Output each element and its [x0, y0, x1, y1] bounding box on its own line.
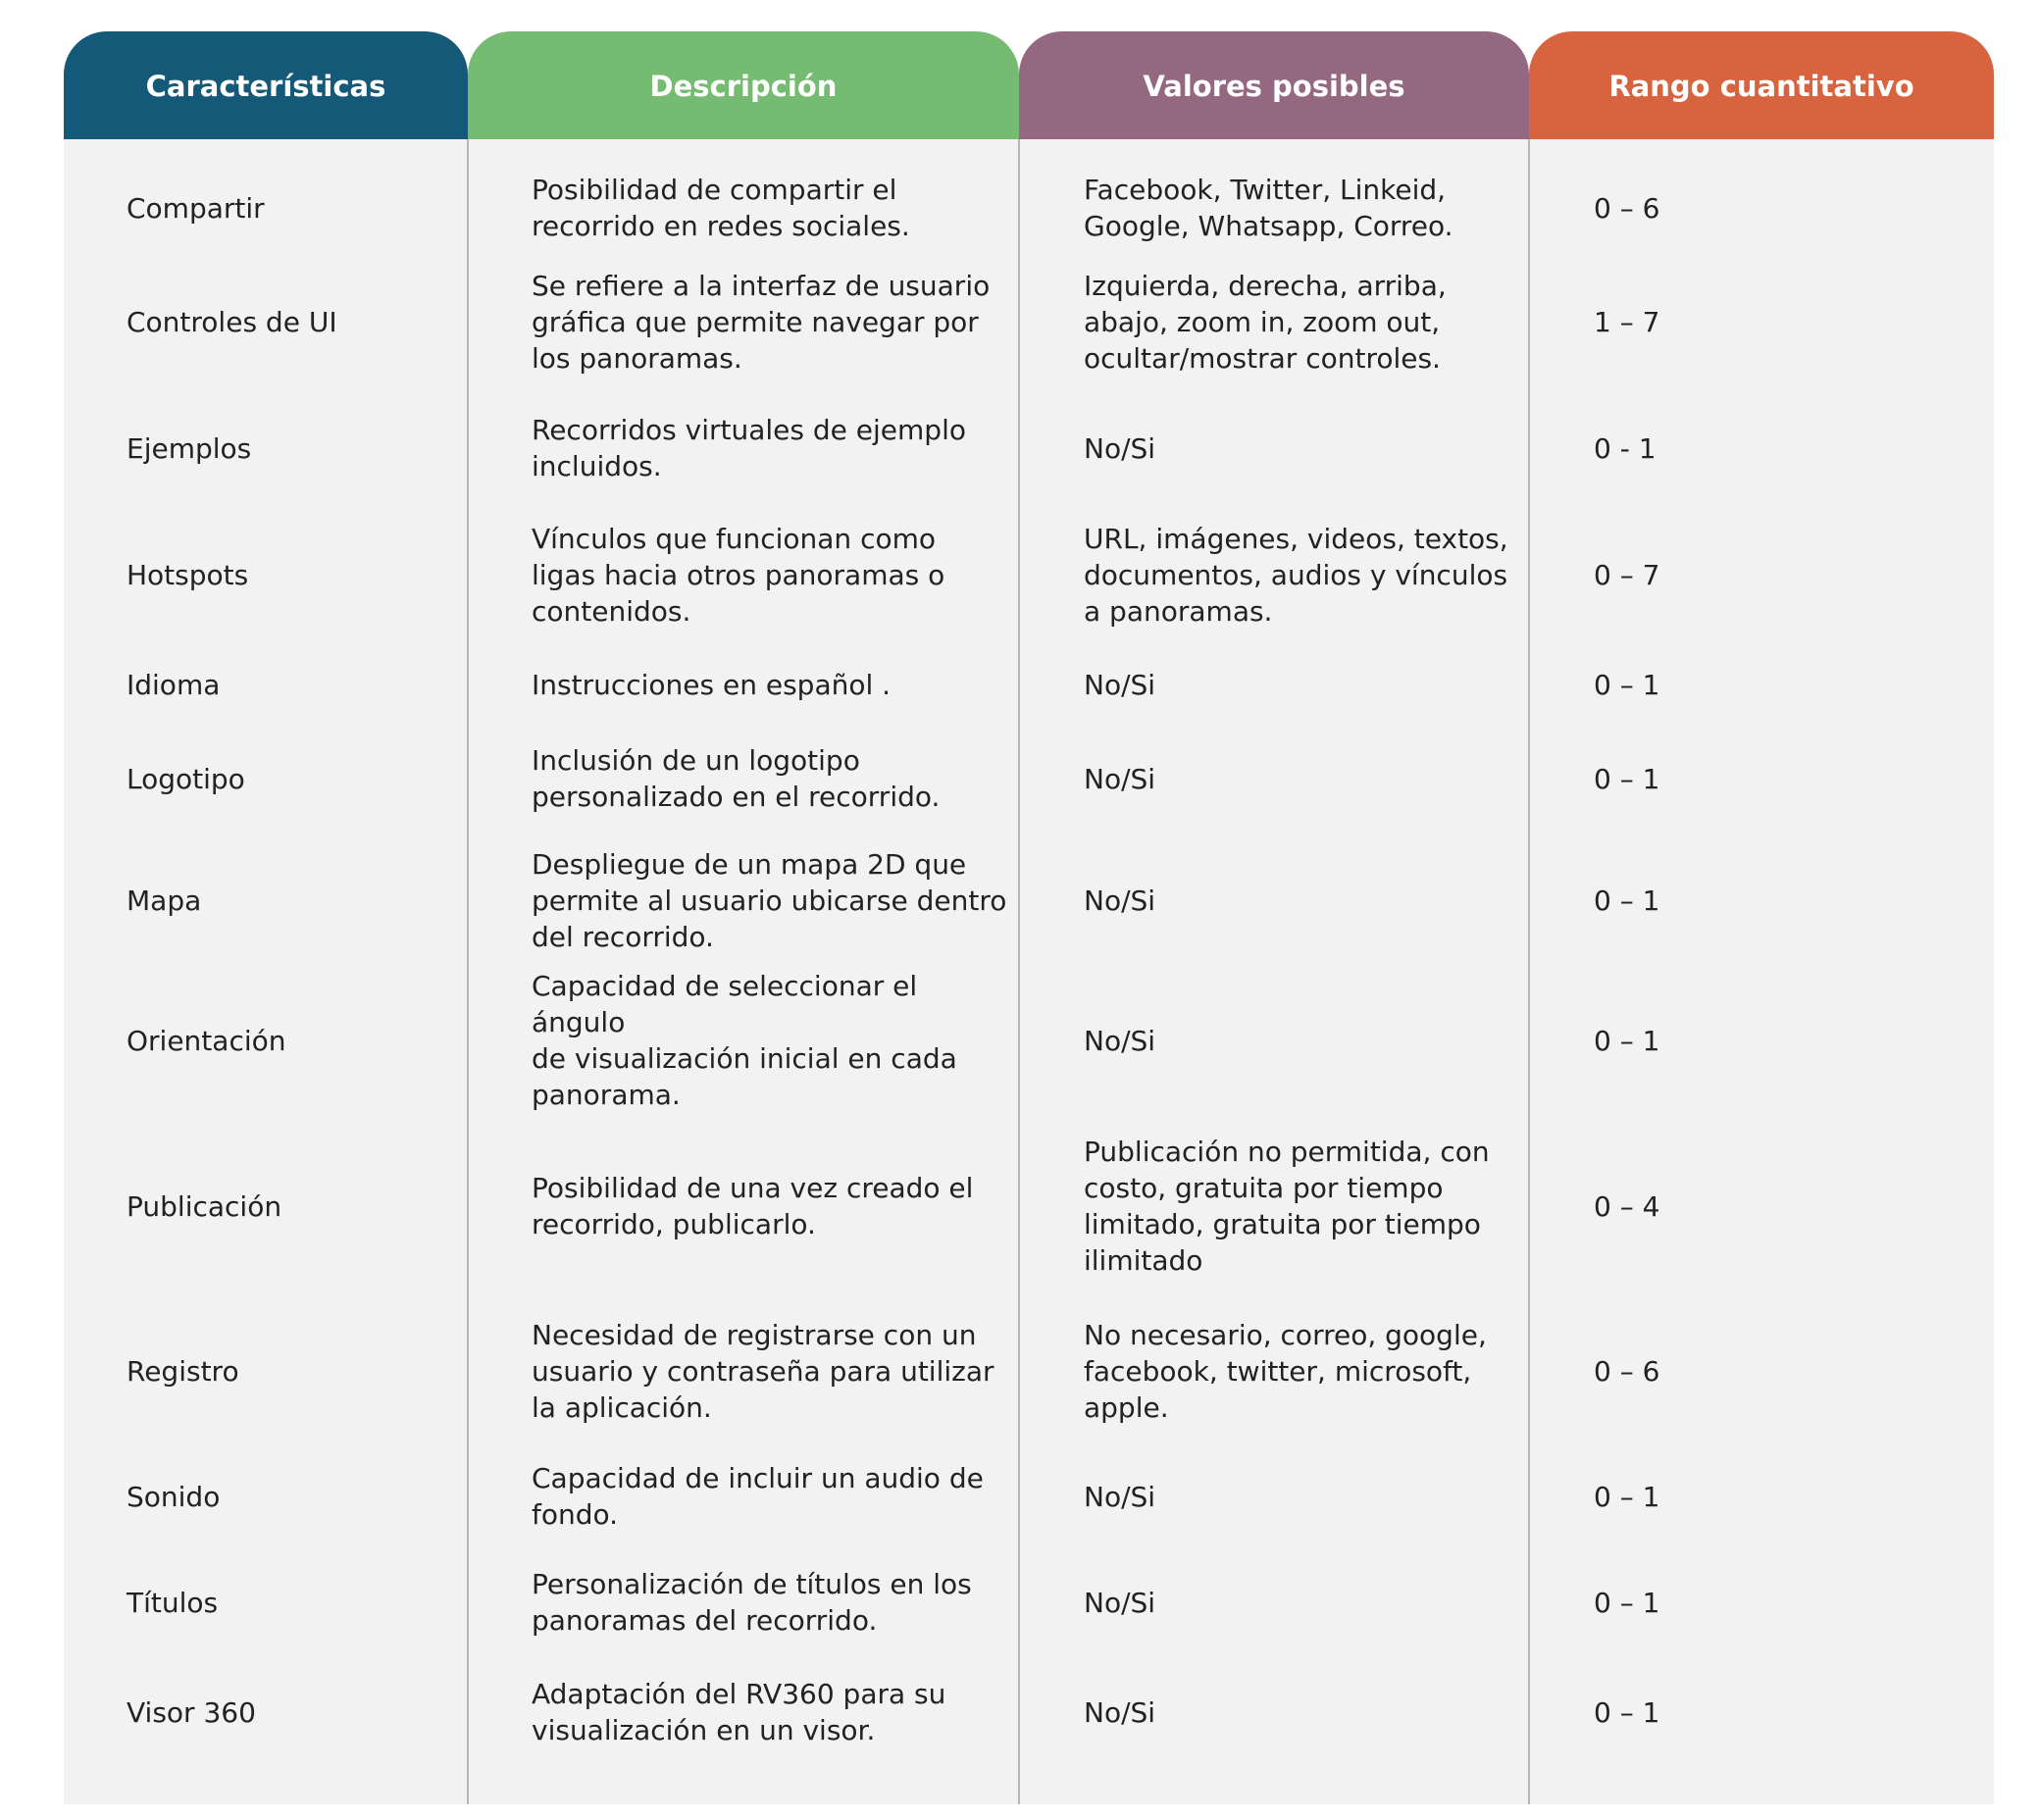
cell-descripcion: Instrucciones en español .	[532, 668, 892, 701]
cell-descripcion: Recorridos virtuales de ejemplo incluidos.	[532, 414, 966, 482]
cell-rango: 0 – 1	[1594, 1695, 1660, 1729]
table-row	[64, 728, 1994, 830]
table-row	[64, 257, 1994, 386]
cell-descripcion: Capacidad de incluir un audio de fondo.	[532, 1462, 984, 1531]
table-row	[64, 1112, 1994, 1300]
cell-descripcion: Necesidad de registrarse con un usuario y contraseña para utilizar la aplicación.	[532, 1318, 994, 1424]
cell-rango: 0 – 7	[1594, 558, 1660, 591]
table-row	[64, 1657, 1994, 1767]
cell-descripcion: Posibilidad de compartir el recorrido en redes sociales.	[532, 174, 910, 242]
table-row	[64, 1551, 1994, 1653]
cell-descripcion: Posibilidad de una vez creado el recorrido, publicarlo.	[532, 1172, 974, 1240]
table-row	[64, 641, 1994, 728]
table-row	[64, 971, 1994, 1110]
table-row	[64, 161, 1994, 255]
features-table	[64, 31, 1994, 1804]
cell-rango: 0 – 1	[1594, 1024, 1660, 1057]
cell-descripcion: Adaptación del RV360 para su visualización en un visor.	[532, 1678, 946, 1746]
cell-descripcion: Personalización de títulos en los panoramas del recorrido.	[532, 1568, 972, 1637]
cell-descripcion: Inclusión de un logotipo personalizado en el recorrido.	[532, 744, 941, 813]
cell-rango: 0 – 1	[1594, 1480, 1660, 1513]
cell-caracteristica: Publicación	[127, 1189, 282, 1223]
cell-valores: No necesario, correo, google, facebook, twitter, microsoft, apple.	[1084, 1318, 1487, 1424]
cell-caracteristica: Sonido	[127, 1480, 221, 1513]
cell-caracteristica: Mapa	[127, 884, 202, 917]
cell-valores: No/Si	[1084, 762, 1156, 795]
cell-caracteristica: Logotipo	[127, 762, 245, 795]
cell-valores: Izquierda, derecha, arriba, abajo, zoom in, zoom out, ocultar/mostrar controles.	[1084, 269, 1447, 375]
header-caracteristicas: Características	[64, 31, 468, 139]
cell-valores: No/Si	[1084, 668, 1156, 701]
cell-caracteristica: Títulos	[127, 1586, 219, 1619]
table-header	[64, 31, 1994, 139]
cell-descripcion: Se refiere a la interfaz de usuario gráfica que permite navegar por los panoramas.	[532, 269, 991, 375]
cell-caracteristica: Idioma	[127, 668, 221, 701]
cell-descripcion: Capacidad de seleccionar el ángulo de visualización inicial en cada panorama.	[532, 970, 957, 1111]
cell-valores: No/Si	[1084, 1024, 1156, 1057]
cell-valores: URL, imágenes, videos, textos, documentos, audios y vínculos a panoramas.	[1084, 522, 1508, 628]
cell-caracteristica: Visor 360	[127, 1695, 256, 1729]
cell-rango: 0 – 1	[1594, 884, 1660, 917]
cell-rango: 0 – 1	[1594, 762, 1660, 795]
cell-caracteristica: Ejemplos	[127, 431, 252, 465]
cell-valores: No/Si	[1084, 1586, 1156, 1619]
cell-descripcion: Vínculos que funcionan como ligas hacia otros panoramas o contenidos.	[532, 522, 945, 628]
cell-caracteristica: Compartir	[127, 191, 265, 225]
header-rango-cuantitativo: Rango cuantitativo	[1529, 31, 1994, 139]
cell-rango: 0 – 6	[1594, 191, 1660, 225]
cell-rango: 0 – 1	[1594, 1586, 1660, 1619]
cell-rango: 0 – 4	[1594, 1189, 1660, 1223]
table-row	[64, 510, 1994, 639]
header-valores-posibles: Valores posibles	[1019, 31, 1529, 139]
cell-valores: Publicación no permitida, con costo, gratuita por tiempo limitado, gratuita por tiempo ilimitado	[1084, 1136, 1490, 1277]
cell-valores: No/Si	[1084, 431, 1156, 465]
cell-caracteristica: Registro	[127, 1354, 239, 1388]
table-row	[64, 1441, 1994, 1551]
cell-rango: 0 – 1	[1594, 668, 1660, 701]
table-row	[64, 388, 1994, 508]
table-row	[64, 832, 1994, 969]
cell-rango: 1 – 7	[1594, 305, 1660, 338]
cell-descripcion: Despliegue de un mapa 2D que permite al usuario ubicarse dentro del recorrido.	[532, 847, 1007, 953]
cell-valores: Facebook, Twitter, Linkeid, Google, Whatsapp, Correo.	[1084, 174, 1453, 242]
cell-caracteristica: Hotspots	[127, 558, 249, 591]
cell-caracteristica: Controles de UI	[127, 305, 337, 338]
cell-valores: No/Si	[1084, 884, 1156, 917]
table-row	[64, 1302, 1994, 1440]
cell-rango: 0 - 1	[1594, 431, 1657, 465]
cell-valores: No/Si	[1084, 1480, 1156, 1513]
cell-rango: 0 – 6	[1594, 1354, 1660, 1388]
cell-valores: No/Si	[1084, 1695, 1156, 1729]
table-body	[64, 139, 1994, 1804]
header-descripcion: Descripción	[468, 31, 1019, 139]
cell-caracteristica: Orientación	[127, 1024, 286, 1057]
